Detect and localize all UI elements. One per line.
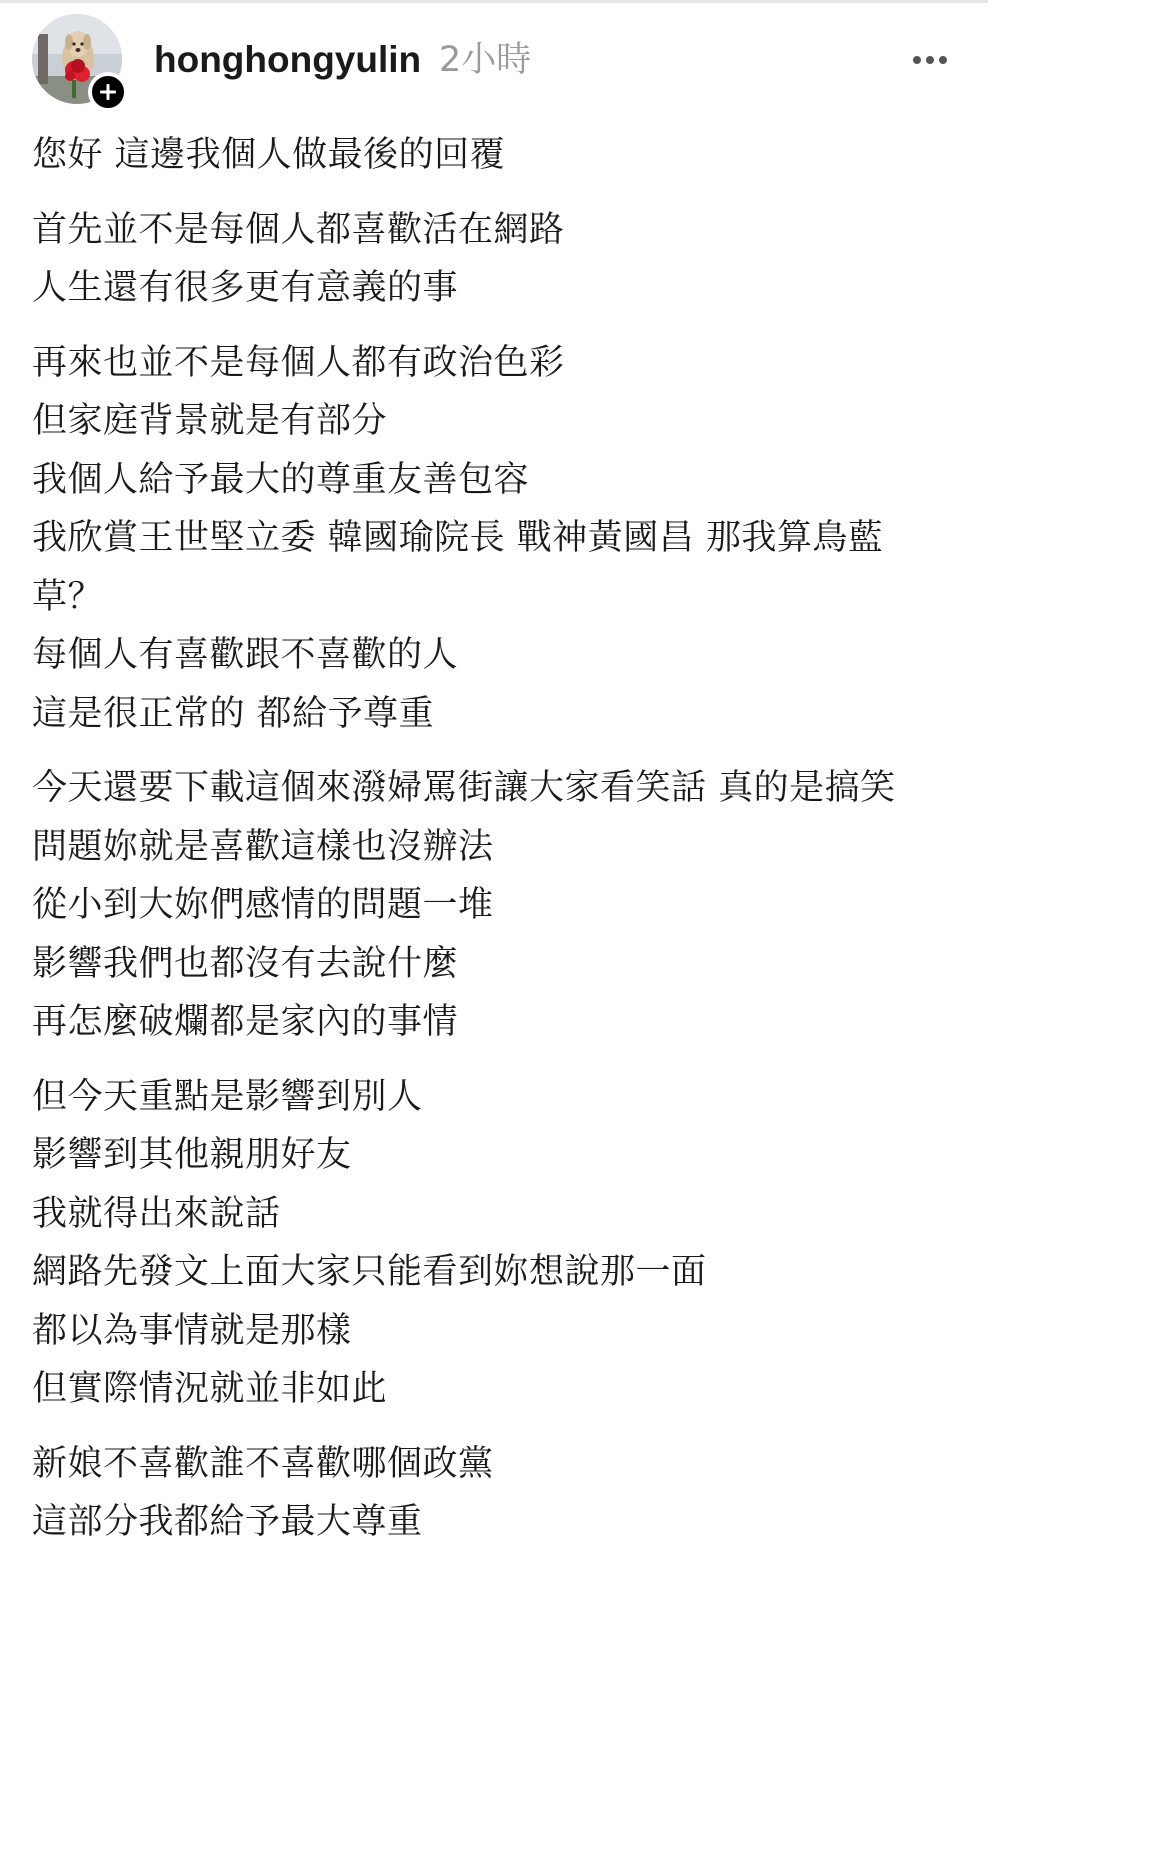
text-line: 再怎麼破爛都是家內的事情 — [32, 1002, 459, 1042]
paragraph-5 — [32, 1068, 952, 1419]
text-line: 每個人有喜歡跟不喜歡的人 — [32, 635, 459, 675]
text-line: 但實際情況就並非如此 — [32, 1369, 388, 1409]
paragraph-2 — [32, 201, 952, 318]
plus-icon — [98, 82, 118, 102]
text-line: 問題妳就是喜歡這樣也沒辦法 — [32, 826, 494, 867]
text-line: 您好 這邊我個人做最後的回覆 — [32, 135, 506, 175]
text-line: 網路先發文上面大家只能看到妳想說那一面 — [32, 1252, 707, 1292]
text-line: 都以為事情就是那樣 — [32, 1310, 352, 1351]
text-line: 影響到其他親朋好友 — [32, 1135, 352, 1175]
text-line: 影響我們也都沒有去說什麼 — [32, 943, 459, 984]
text-line: 從小到大妳們感情的問題一堆 — [32, 885, 494, 925]
text-line: 再來也並不是每個人都有政治色彩 — [32, 342, 565, 383]
text-line: 首先並不是每個人都喜歡活在網路 — [32, 209, 565, 250]
text-line: 我就得出來說話 — [32, 1193, 281, 1234]
post-timestamp: 2小時 — [439, 40, 532, 80]
text-line: 我欣賞王世堅立委 韓國瑜院長 戰神黃國昌 那我算鳥藍草？ — [32, 518, 884, 617]
follow-button[interactable] — [88, 72, 128, 112]
post-header — [0, 0, 988, 118]
paragraph-4 — [32, 759, 952, 1052]
more-horizontal-icon — [912, 55, 948, 65]
paragraph-6 — [32, 1435, 952, 1552]
text-line: 這部分我都給予最大尊重 — [32, 1502, 423, 1542]
text-line: 新娘不喜歡誰不喜歡哪個政黨 — [32, 1443, 494, 1484]
more-options-button[interactable] — [906, 46, 954, 74]
post-body — [32, 126, 952, 1568]
avatar-container[interactable] — [32, 14, 122, 104]
paragraph-3 — [32, 334, 952, 744]
text-line: 但家庭背景就是有部分 — [32, 401, 388, 441]
text-line: 這是很正常的 都給予尊重 — [32, 693, 435, 734]
username[interactable]: honghongyulin — [154, 39, 422, 80]
text-line: 今天還要下載這個來潑婦罵街讓大家看笑話 真的是搞笑 — [32, 768, 896, 808]
text-line: 我個人給予最大的尊重友善包容 — [32, 459, 530, 500]
text-line: 但今天重點是影響到別人 — [32, 1076, 423, 1117]
text-line: 人生還有很多更有意義的事 — [32, 268, 459, 308]
paragraph-1 — [32, 126, 952, 185]
